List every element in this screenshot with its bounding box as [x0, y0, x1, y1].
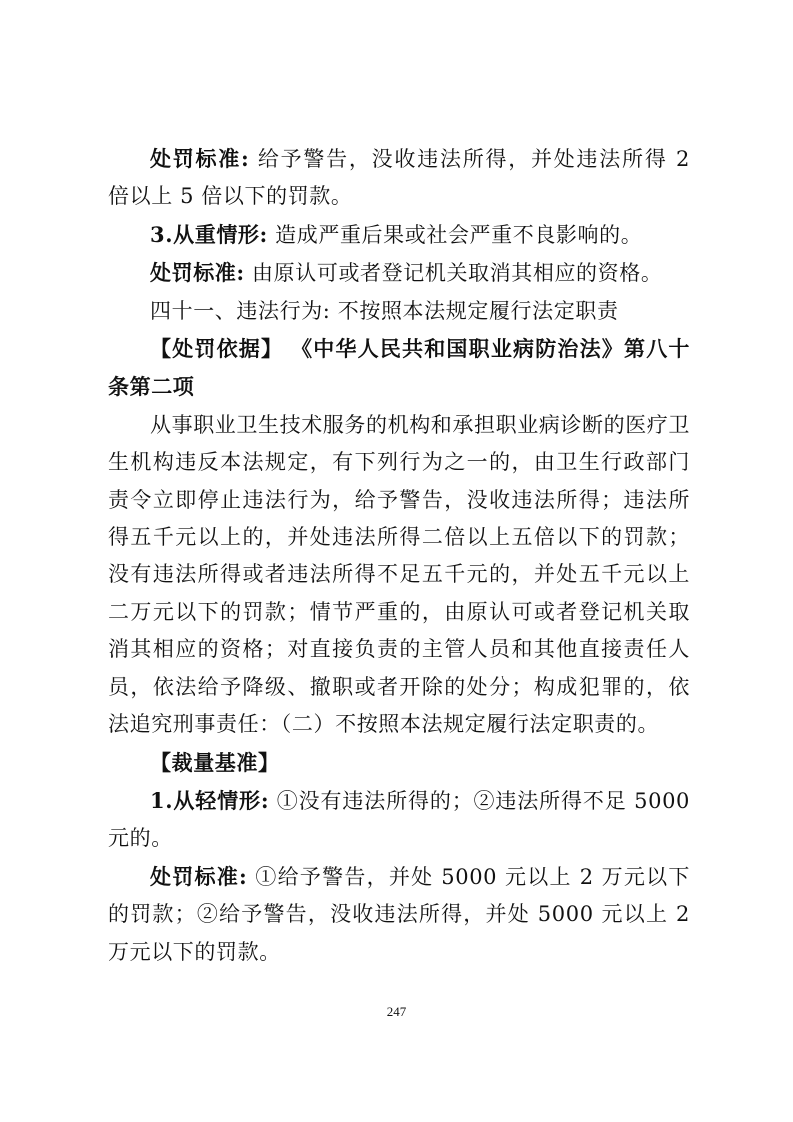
paragraph-label: 处罚标准:: [150, 146, 250, 171]
paragraph-text: 给予警告，没收违法所得，并处违法所得 2 倍以上 5 倍以下的罚款。: [108, 147, 690, 209]
law-article-paragraph: [108, 407, 690, 744]
paragraph-label: 处罚标准:: [150, 260, 245, 286]
paragraph-label: 【处罚依据】: [150, 336, 284, 362]
paragraph-text: 造成严重后果或社会严重不良影响的。: [275, 222, 643, 247]
paragraph-text: 四十一、违法行为: 不按照本法规定履行法定职责: [150, 298, 619, 323]
paragraph-text: 由原认可或者登记机关取消其相应的资格。: [252, 261, 663, 286]
mitigating-circumstance-paragraph: [108, 782, 690, 858]
violation-heading: [108, 293, 690, 330]
aggravating-circumstance-paragraph: [108, 216, 690, 254]
paragraph-text: 从事职业卫生技术服务的机构和承担职业病诊断的医疗卫生机构违反本法规定，有下列行为之一的，由卫生行政部门责令立即停止违法行为，给予警告，没收违法所得；违法所得五千元以上的，并处违法所得二倍以上五倍以下的罚款；没有违法所得或者违法所得不足五千元的，并处五千元以上二万元以下的罚款；情节严重的，由原认可或者登记机关取消其相应的资格；对直接负责的主管人员和其他直接责任人员，依法给予降级、撤职或者开除的处分；构成犯罪的，依法追究刑事责任：（二）不按照本法规定履行法定职责的。: [108, 412, 690, 737]
paragraph-label: 3.从重情形:: [150, 221, 268, 247]
paragraph-text: ①给予警告，并处 5000 元以上 2 万元以下的罚款；②给予警告，没收违法所得，并处 5000 元以上 2 万元以下的罚款。: [108, 864, 690, 964]
paragraph-text: ①没有违法所得的；②违法所得不足 5000 元的。: [108, 788, 691, 851]
penalty-basis-paragraph: [108, 330, 690, 407]
page-number: 247: [386, 1004, 407, 1019]
paragraph-label: 【裁量基准】: [150, 749, 280, 775]
paragraph-text: 《中华人民共和国职业病防治法》第八十条第二项: [108, 336, 690, 400]
paragraph-label: 处罚标准:: [150, 863, 248, 889]
penalty-standard-paragraph: [108, 858, 690, 971]
discretion-standard-heading: [108, 744, 690, 782]
penalty-standard-paragraph: [108, 140, 690, 216]
document-body: [108, 140, 690, 971]
paragraph-label: 1.从轻情形:: [150, 787, 270, 813]
penalty-standard-paragraph: [108, 254, 690, 292]
